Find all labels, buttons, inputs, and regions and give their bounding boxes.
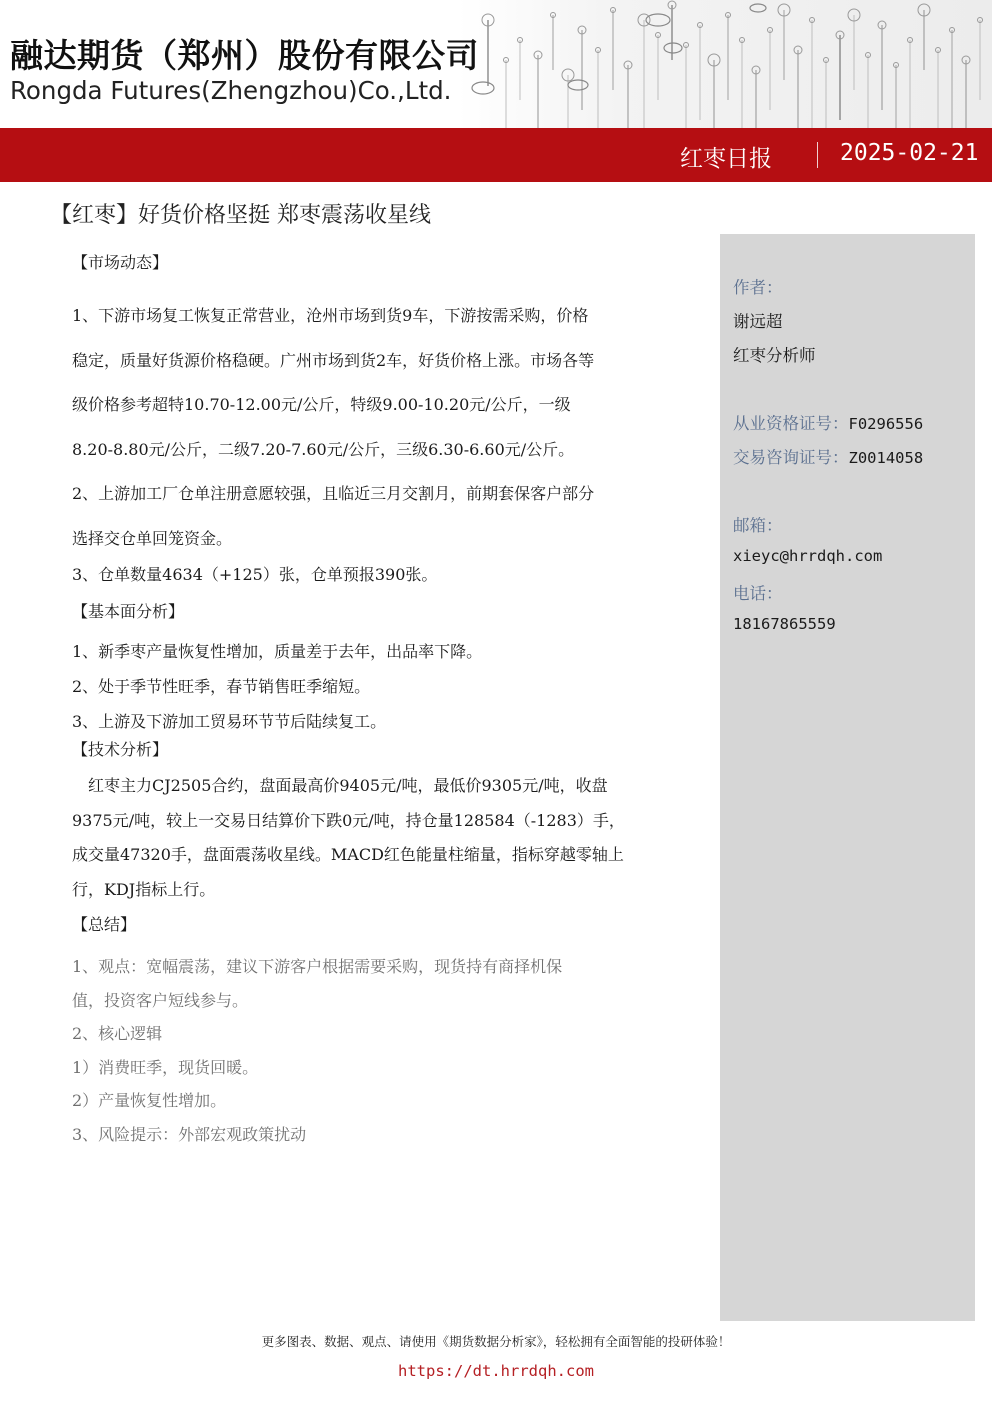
consult-label: 交易咨询证号： — [733, 448, 849, 467]
consult-number: Z0014058 — [848, 449, 924, 467]
text-line: 1、观点：宽幅震荡，建议下游客户根据需要采购，现货持有商择机保 — [72, 957, 563, 976]
section-heading-market: 【市场动态】 — [72, 253, 169, 272]
report-title: 红枣日报 — [680, 146, 772, 172]
market-paragraph-3: 3、仓单数量4634（+125）张，仓单预报390张。 — [72, 565, 438, 584]
email-value[interactable]: xieyc@hrrdqh.com — [733, 547, 883, 565]
text-line: 稳定，质量好货源价格稳硬。广州市场到货2车，好货价格上涨。市场各等 — [72, 350, 595, 370]
list-item: 1）消费旺季，现货回暖。 — [72, 1057, 259, 1077]
text-line: 值，投资客户短线参与。 — [72, 990, 249, 1010]
footer-link[interactable]: https://dt.hrrdqh.com — [398, 1362, 594, 1380]
text-line: 9375元/吨，较上一交易日结算价下跌0元/吨，持仓量128584（-1283）手， — [72, 810, 625, 830]
decor-lines-graphic — [458, 0, 992, 128]
market-paragraph-1 — [72, 294, 594, 472]
author-name: 谢远超 — [733, 312, 783, 331]
summary-content — [72, 950, 562, 1151]
email-label: 邮箱： — [733, 516, 783, 535]
banner-divider — [817, 142, 818, 168]
text-line: 3、风险提示：外部宏观政策扰动 — [72, 1124, 307, 1144]
list-item: 2）产量恢复性增加。 — [72, 1091, 227, 1110]
list-item: 1、新季枣产量恢复性增加，质量差于去年，出品率下降。 — [72, 642, 483, 661]
phone-label: 电话： — [733, 584, 783, 603]
text-line: 8.20-8.80元/公斤，二级7.20-7.60元/公斤，三级6.30-6.60元/公斤。 — [72, 439, 575, 459]
text-line: 1、下游市场复工恢复正常营业，沧州市场到货9车，下游按需采购，价格 — [72, 306, 589, 325]
text-line: 行，KDJ指标上行。 — [72, 879, 216, 899]
author-label: 作者： — [733, 278, 783, 297]
section-heading-summary: 【总结】 — [72, 915, 137, 934]
text-line: 2、上游加工厂仓单注册意愿较强，且临近三月交割月，前期套保客户部分 — [72, 484, 595, 503]
phone-value: 18167865559 — [733, 615, 836, 633]
text-line: 选择交仓单回笼资金。 — [72, 528, 233, 548]
text-line: 成交量47320手，盘面震荡收星线。MACD红色能量柱缩量，指标穿越零轴上 — [72, 845, 624, 864]
section-heading-technical: 【技术分析】 — [72, 740, 169, 759]
company-name-en: Rongda Futures(Zhengzhou)Co.,Ltd. — [10, 76, 452, 105]
section-heading-fundamental: 【基本面分析】 — [72, 602, 185, 621]
author-role: 红枣分析师 — [733, 346, 816, 365]
qualification-number: F0296556 — [848, 415, 924, 433]
list-item: 2、处于季节性旺季，春节销售旺季缩短。 — [72, 677, 371, 696]
report-date: 2025-02-21 — [840, 140, 979, 166]
report-headline: 【红枣】好货价格坚挺 郑枣震荡收星线 — [50, 203, 431, 228]
header-decoration — [458, 0, 992, 128]
qualification-row — [733, 410, 923, 434]
author-sidebar — [720, 234, 975, 1321]
report-header — [0, 0, 992, 128]
consult-row — [733, 444, 923, 468]
list-item: 3、上游及下游加工贸易环节节后陆续复工。 — [72, 712, 387, 731]
market-paragraph-2 — [72, 472, 594, 561]
footer-note: 更多图表、数据、观点、请使用《期货数据分析家》，轻松拥有全面智能的投研体验！ — [261, 1334, 731, 1349]
fundamental-list — [72, 634, 482, 739]
company-name-cn: 融达期货（郑州）股份有限公司 — [10, 36, 479, 75]
text-line: 级价格参考超特10.70-12.00元/公斤，特级9.00-10.20元/公斤，一级 — [72, 395, 571, 414]
text-line: 红枣主力CJ2505合约，盘面最高价9405元/吨，最低价9305元/吨，收盘 — [72, 776, 608, 795]
technical-paragraph — [72, 769, 625, 907]
text-line: 2、核心逻辑 — [72, 1024, 163, 1043]
qualification-label: 从业资格证号： — [733, 414, 849, 433]
